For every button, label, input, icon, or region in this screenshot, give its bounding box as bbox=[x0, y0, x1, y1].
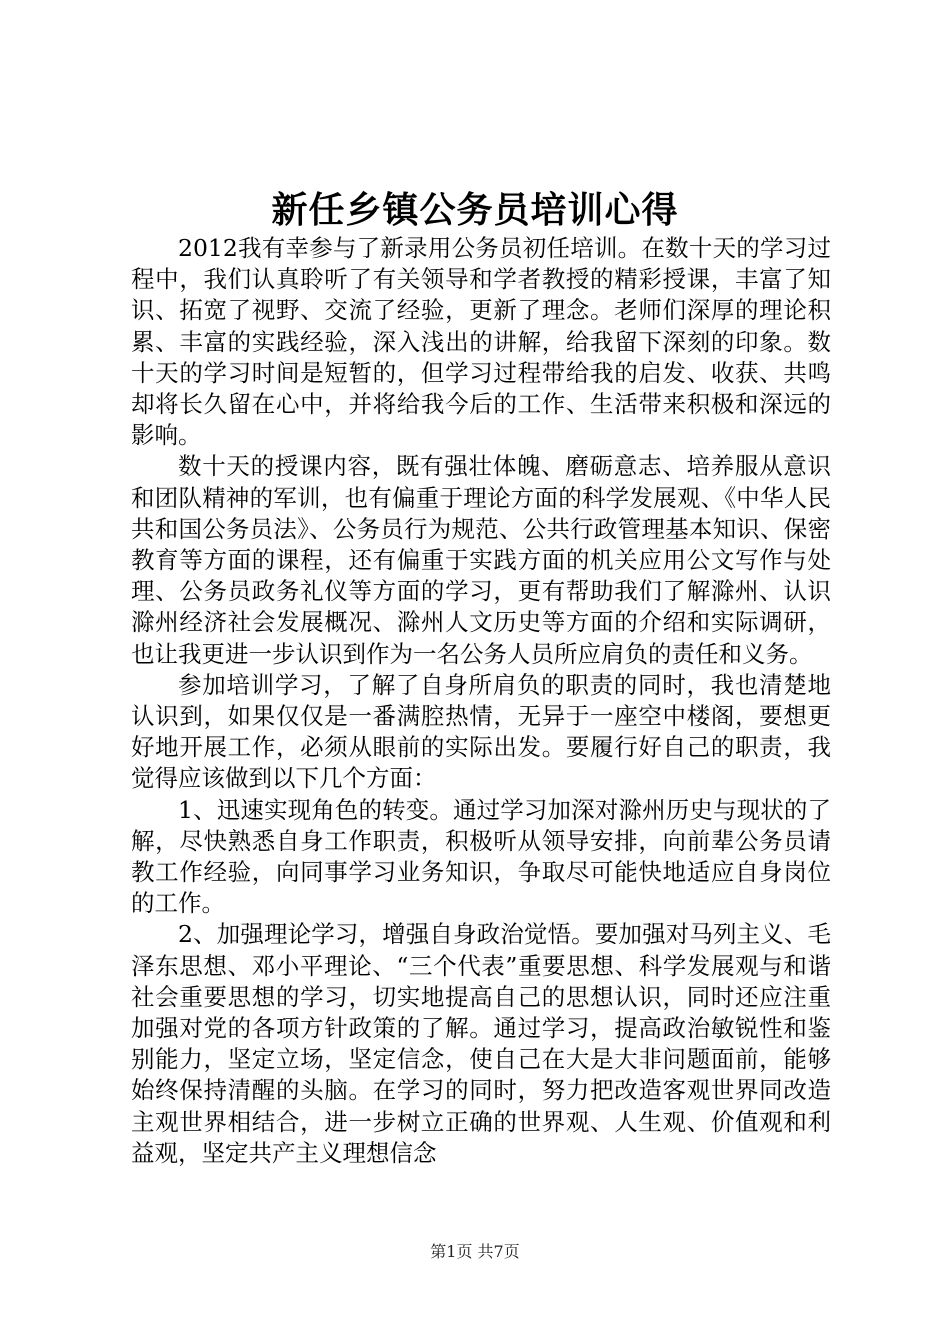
paragraph-5: 2、加强理论学习，增强自身政治觉悟。要加强对马列主义、毛泽东思想、邓小平理论、“三个代表”重要思想、科学发展观与和谐社会重要思想的学习，切实地提高自己的思想认识，同时还应注重加强对党的各项方针政策的了解。通过学习，提高政治敏锐性和鉴别能力，坚定立场，坚定信念，使自己在大是大非问题面前，能够始终保持清醒的头脑。在学习的同时，努力把改造客观世界同改造主观世界相结合，进一步树立正确的世界观、人生观、价值观和利益观，坚定共产主义理想信念 bbox=[131, 920, 831, 1167]
paragraph-3: 参加培训学习，了解了自身所肩负的职责的同时，我也清楚地认识到，如果仅仅是一番满腔热情，无异于一座空中楼阁，要想更好地开展工作，必须从眼前的实际出发。要履行好自己的职责，我觉得应该做到以下几个方面： bbox=[131, 670, 831, 793]
paragraph-4: 1、迅速实现角色的转变。通过学习加深对滁州历史与现状的了解，尽快熟悉自身工作职责，积极听从领导安排，向前辈公务员请教工作经验，向同事学习业务知识，争取尽可能快地适应自身岗位的工作。 bbox=[131, 795, 831, 918]
page-number-footer: 第1页 共7页 bbox=[430, 1242, 520, 1261]
paragraph-1: 2012我有幸参与了新录用公务员初任培训。在数十天的学习过程中，我们认真聆听了有关领导和学者教授的精彩授课，丰富了知识、拓宽了视野、交流了经验，更新了理念。老师们深厚的理论积累、丰富的实践经验，深入浅出的讲解，给我留下深刻的印象。数十天的学习时间是短暂的，但学习过程带给我的启发、收获、共鸣却将长久留在心中，并将给我今后的工作、生活带来积极和深远的影响。 bbox=[131, 234, 831, 450]
paragraph-2: 数十天的授课内容，既有强壮体魄、磨砺意志、培养服从意识和团队精神的军训，也有偏重于理论方面的科学发展观、《中华人民共和国公务员法》、公务员行为规范、公共行政管理基本知识、保密教育等方面的课程，还有偏重于实践方面的机关应用公文写作与处理、公务员政务礼仪等方面的学习，更有帮助我们了解滁州、认识滁州经济社会发展概况、滁州人文历史等方面的介绍和实际调研，也让我更进一步认识到作为一名公务人员所应肩负的责任和义务。 bbox=[131, 452, 831, 668]
document-body bbox=[131, 233, 831, 1169]
document-title: 新任乡镇公务员培训心得 bbox=[271, 189, 679, 231]
